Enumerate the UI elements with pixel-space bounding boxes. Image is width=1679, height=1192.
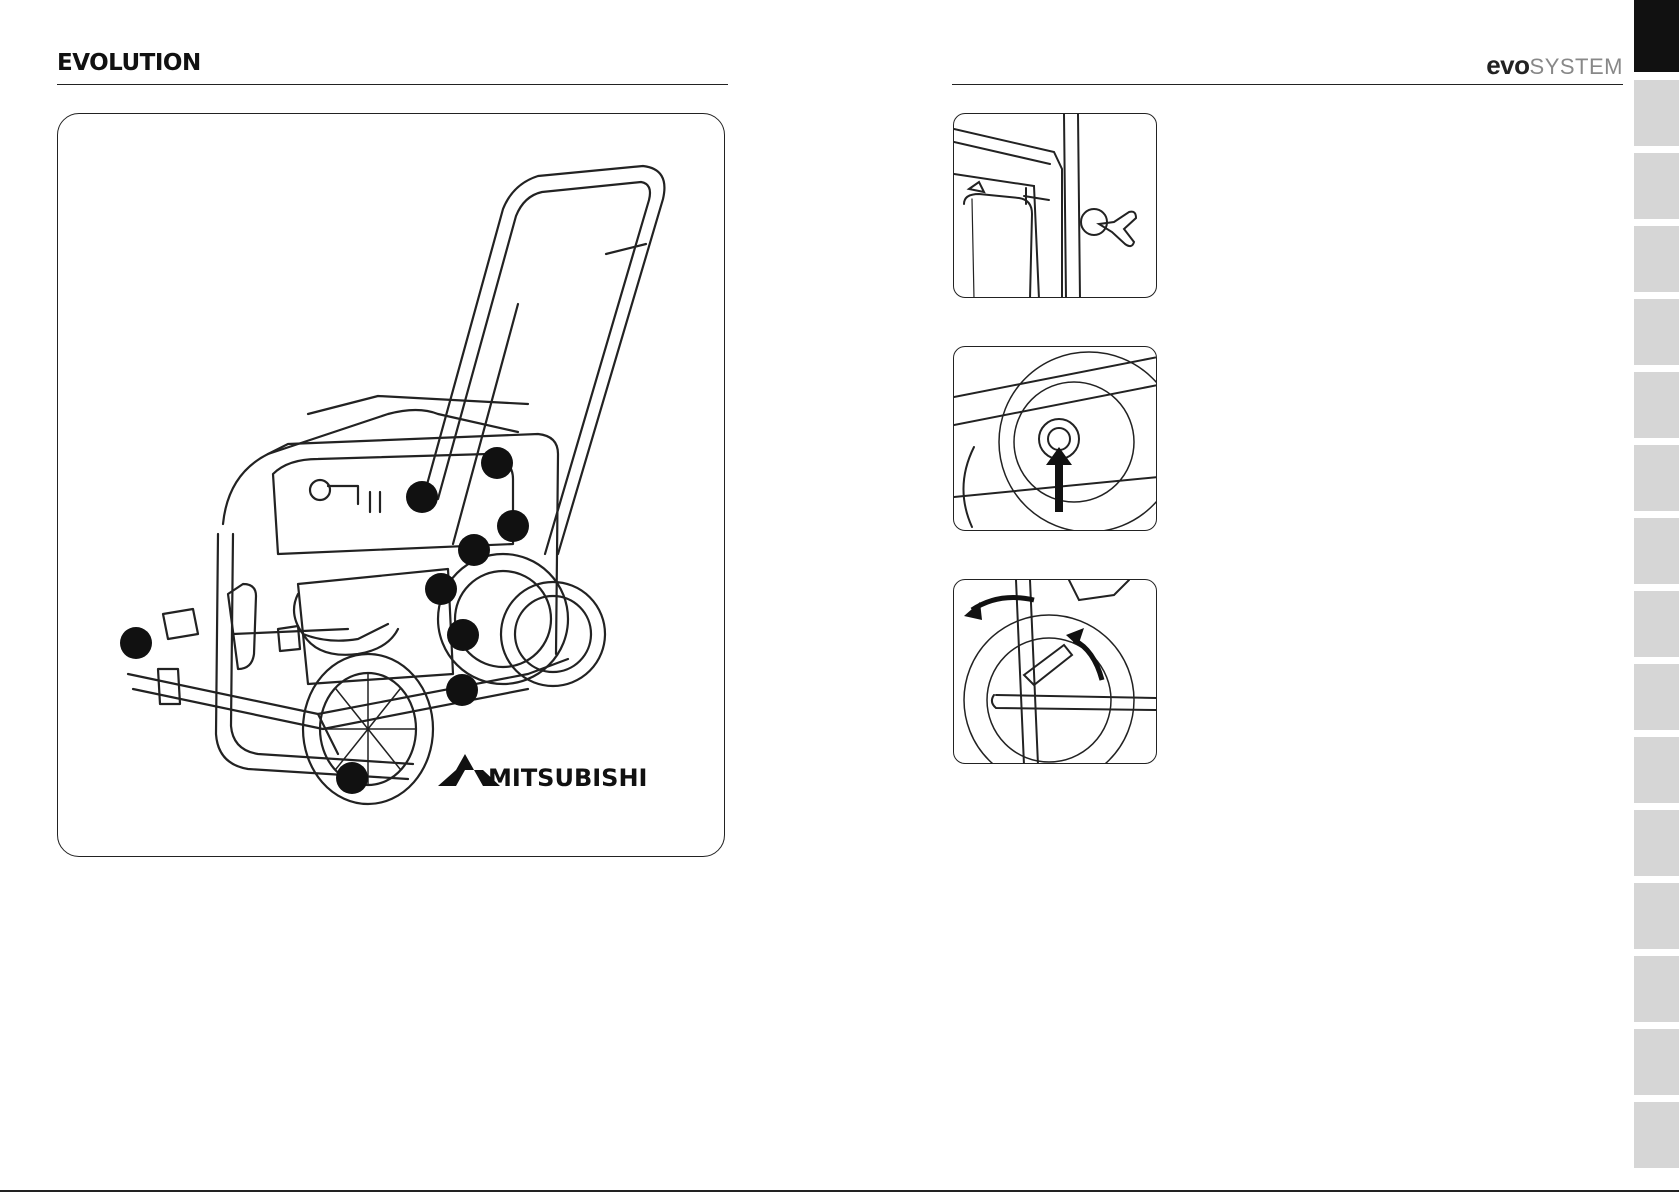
handle-knob-illustration bbox=[954, 114, 1157, 298]
callout-marker bbox=[336, 762, 368, 794]
sidebar-tab bbox=[1634, 737, 1679, 803]
sidebar-tab bbox=[1634, 1102, 1679, 1168]
sidebar-tab bbox=[1634, 445, 1679, 511]
sidebar-tab bbox=[1634, 591, 1679, 657]
callout-marker bbox=[481, 447, 513, 479]
sidebar-tab bbox=[1634, 80, 1679, 146]
figure-wheel-fitting bbox=[953, 579, 1157, 764]
rotate-arrow-icon bbox=[972, 598, 1034, 610]
header-rule-left bbox=[57, 84, 728, 85]
callout-marker bbox=[458, 534, 490, 566]
sidebar-tab bbox=[1634, 372, 1679, 438]
mitsubishi-brand-text: MITSUBISHI bbox=[488, 764, 648, 792]
axle-clip-illustration bbox=[954, 347, 1157, 531]
callout-marker bbox=[120, 627, 152, 659]
evolution-logo bbox=[57, 50, 201, 76]
evosystem-logo bbox=[1486, 50, 1623, 81]
evolution-logo-text: EVOLUTION bbox=[57, 50, 201, 76]
system-logo-text: SYSTEM bbox=[1529, 54, 1623, 79]
sidebar-tab-active bbox=[1634, 0, 1679, 72]
sidebar-tab bbox=[1634, 518, 1679, 584]
callout-marker bbox=[425, 573, 457, 605]
arrow-head-icon bbox=[964, 602, 982, 620]
sidebar-tab bbox=[1634, 664, 1679, 730]
callout-marker bbox=[497, 510, 529, 542]
callout-marker bbox=[447, 619, 479, 651]
header-rule-right bbox=[952, 84, 1623, 85]
sidebar-tab bbox=[1634, 153, 1679, 219]
sidebar-tab bbox=[1634, 883, 1679, 949]
sidebar-tab bbox=[1634, 299, 1679, 365]
pressure-washer-illustration-panel bbox=[57, 113, 725, 857]
callout-marker bbox=[446, 674, 478, 706]
sidebar-tab bbox=[1634, 226, 1679, 292]
figure-handle-fixing-knob bbox=[953, 113, 1157, 298]
figure-wheel-axle-clip bbox=[953, 346, 1157, 531]
callout-marker bbox=[406, 481, 438, 513]
pressure-washer-illustration bbox=[58, 114, 725, 857]
sidebar-tab bbox=[1634, 956, 1679, 1022]
sidebar-tab bbox=[1634, 1029, 1679, 1095]
wheel-fitting-illustration bbox=[954, 580, 1157, 764]
evo-logo-text: evo bbox=[1486, 50, 1530, 80]
sidebar-tab bbox=[1634, 810, 1679, 876]
